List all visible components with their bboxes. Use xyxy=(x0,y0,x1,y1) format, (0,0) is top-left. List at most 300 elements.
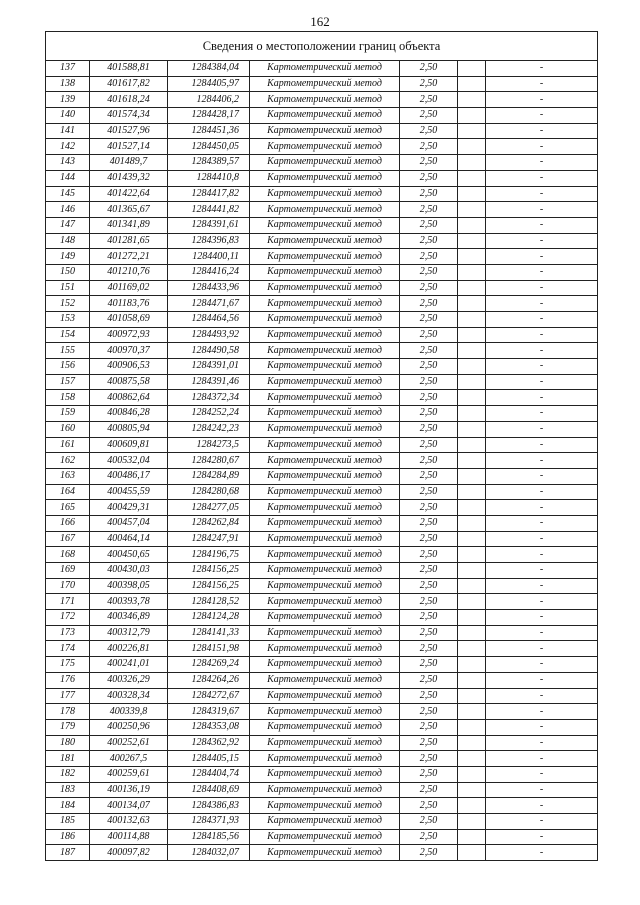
method-cell: Картометрический метод xyxy=(250,641,400,657)
accuracy-cell: 2,50 xyxy=(400,798,458,814)
table-row xyxy=(46,421,598,437)
description-cell xyxy=(458,123,486,139)
table-row xyxy=(46,547,598,563)
y-coordinate-cell: 1284441,82 xyxy=(168,202,250,218)
point-number-cell: 186 xyxy=(46,829,90,845)
description-cell xyxy=(458,798,486,814)
y-coordinate-cell: 1284408,69 xyxy=(168,782,250,798)
description-cell xyxy=(458,92,486,108)
description-cell xyxy=(458,170,486,186)
method-cell: Картометрический метод xyxy=(250,672,400,688)
note-cell: - xyxy=(486,359,598,375)
point-number-cell: 145 xyxy=(46,186,90,202)
point-number-cell: 162 xyxy=(46,453,90,469)
point-number-cell: 156 xyxy=(46,359,90,375)
table-row xyxy=(46,249,598,265)
table-row xyxy=(46,139,598,155)
table-row xyxy=(46,61,598,77)
y-coordinate-cell: 1284405,97 xyxy=(168,76,250,92)
method-cell: Картометрический метод xyxy=(250,751,400,767)
note-cell: - xyxy=(486,61,598,77)
note-cell: - xyxy=(486,688,598,704)
x-coordinate-cell: 400875,58 xyxy=(90,374,168,390)
description-cell xyxy=(458,406,486,422)
note-cell: - xyxy=(486,233,598,249)
x-coordinate-cell: 400457,04 xyxy=(90,515,168,531)
x-coordinate-cell: 401588,81 xyxy=(90,61,168,77)
point-number-cell: 179 xyxy=(46,719,90,735)
description-cell xyxy=(458,845,486,861)
x-coordinate-cell: 400259,61 xyxy=(90,766,168,782)
x-coordinate-cell: 400393,78 xyxy=(90,594,168,610)
description-cell xyxy=(458,437,486,453)
accuracy-cell: 2,50 xyxy=(400,92,458,108)
table-row xyxy=(46,782,598,798)
description-cell xyxy=(458,249,486,265)
x-coordinate-cell: 401058,69 xyxy=(90,312,168,328)
description-cell xyxy=(458,61,486,77)
description-cell xyxy=(458,782,486,798)
accuracy-cell: 2,50 xyxy=(400,249,458,265)
accuracy-cell: 2,50 xyxy=(400,704,458,720)
x-coordinate-cell: 400805,94 xyxy=(90,421,168,437)
y-coordinate-cell: 1284389,57 xyxy=(168,155,250,171)
point-number-cell: 177 xyxy=(46,688,90,704)
table-row xyxy=(46,233,598,249)
note-cell: - xyxy=(486,531,598,547)
point-number-cell: 137 xyxy=(46,61,90,77)
accuracy-cell: 2,50 xyxy=(400,688,458,704)
accuracy-cell: 2,50 xyxy=(400,484,458,500)
y-coordinate-cell: 1284151,98 xyxy=(168,641,250,657)
x-coordinate-cell: 400328,34 xyxy=(90,688,168,704)
accuracy-cell: 2,50 xyxy=(400,751,458,767)
point-number-cell: 184 xyxy=(46,798,90,814)
point-number-cell: 170 xyxy=(46,578,90,594)
description-cell xyxy=(458,719,486,735)
description-cell xyxy=(458,312,486,328)
description-cell xyxy=(458,657,486,673)
accuracy-cell: 2,50 xyxy=(400,531,458,547)
table-row xyxy=(46,186,598,202)
accuracy-cell: 2,50 xyxy=(400,547,458,563)
note-cell: - xyxy=(486,139,598,155)
method-cell: Картометрический метод xyxy=(250,233,400,249)
table-row xyxy=(46,719,598,735)
description-cell xyxy=(458,688,486,704)
y-coordinate-cell: 1284410,8 xyxy=(168,170,250,186)
method-cell: Картометрический метод xyxy=(250,704,400,720)
description-cell xyxy=(458,829,486,845)
description-cell xyxy=(458,343,486,359)
point-number-cell: 168 xyxy=(46,547,90,563)
point-number-cell: 172 xyxy=(46,610,90,626)
method-cell: Картометрический метод xyxy=(250,594,400,610)
accuracy-cell: 2,50 xyxy=(400,421,458,437)
accuracy-cell: 2,50 xyxy=(400,374,458,390)
table-row xyxy=(46,500,598,516)
x-coordinate-cell: 401365,67 xyxy=(90,202,168,218)
note-cell: - xyxy=(486,594,598,610)
point-number-cell: 158 xyxy=(46,390,90,406)
point-number-cell: 147 xyxy=(46,217,90,233)
description-cell xyxy=(458,139,486,155)
table-row xyxy=(46,406,598,422)
point-number-cell: 178 xyxy=(46,704,90,720)
note-cell: - xyxy=(486,751,598,767)
description-cell xyxy=(458,484,486,500)
y-coordinate-cell: 1284433,96 xyxy=(168,280,250,296)
point-number-cell: 163 xyxy=(46,468,90,484)
point-number-cell: 155 xyxy=(46,343,90,359)
accuracy-cell: 2,50 xyxy=(400,390,458,406)
note-cell: - xyxy=(486,484,598,500)
x-coordinate-cell: 400252,61 xyxy=(90,735,168,751)
table-row xyxy=(46,515,598,531)
description-cell xyxy=(458,625,486,641)
y-coordinate-cell: 1284156,25 xyxy=(168,578,250,594)
x-coordinate-cell: 400972,93 xyxy=(90,327,168,343)
table-row xyxy=(46,390,598,406)
y-coordinate-cell: 1284156,25 xyxy=(168,563,250,579)
y-coordinate-cell: 1284391,01 xyxy=(168,359,250,375)
method-cell: Картометрический метод xyxy=(250,343,400,359)
table-row xyxy=(46,845,598,861)
accuracy-cell: 2,50 xyxy=(400,280,458,296)
point-number-cell: 171 xyxy=(46,594,90,610)
description-cell xyxy=(458,672,486,688)
y-coordinate-cell: 1284471,67 xyxy=(168,296,250,312)
method-cell: Картометрический метод xyxy=(250,515,400,531)
x-coordinate-cell: 401574,34 xyxy=(90,108,168,124)
x-coordinate-cell: 401489,7 xyxy=(90,155,168,171)
accuracy-cell: 2,50 xyxy=(400,657,458,673)
y-coordinate-cell: 1284396,83 xyxy=(168,233,250,249)
note-cell: - xyxy=(486,406,598,422)
method-cell: Картометрический метод xyxy=(250,92,400,108)
table-row xyxy=(46,453,598,469)
description-cell xyxy=(458,578,486,594)
description-cell xyxy=(458,814,486,830)
x-coordinate-cell: 400226,81 xyxy=(90,641,168,657)
accuracy-cell: 2,50 xyxy=(400,563,458,579)
method-cell: Картометрический метод xyxy=(250,625,400,641)
note-cell: - xyxy=(486,657,598,673)
accuracy-cell: 2,50 xyxy=(400,453,458,469)
y-coordinate-cell: 1284428,17 xyxy=(168,108,250,124)
y-coordinate-cell: 1284404,74 xyxy=(168,766,250,782)
note-cell: - xyxy=(486,170,598,186)
y-coordinate-cell: 1284262,84 xyxy=(168,515,250,531)
note-cell: - xyxy=(486,500,598,516)
accuracy-cell: 2,50 xyxy=(400,312,458,328)
accuracy-cell: 2,50 xyxy=(400,155,458,171)
x-coordinate-cell: 400970,37 xyxy=(90,343,168,359)
accuracy-cell: 2,50 xyxy=(400,343,458,359)
point-number-cell: 148 xyxy=(46,233,90,249)
table-row xyxy=(46,735,598,751)
note-cell: - xyxy=(486,782,598,798)
accuracy-cell: 2,50 xyxy=(400,578,458,594)
table-row xyxy=(46,751,598,767)
note-cell: - xyxy=(486,202,598,218)
y-coordinate-cell: 1284372,34 xyxy=(168,390,250,406)
y-coordinate-cell: 1284269,24 xyxy=(168,657,250,673)
accuracy-cell: 2,50 xyxy=(400,170,458,186)
method-cell: Картометрический метод xyxy=(250,610,400,626)
x-coordinate-cell: 401617,82 xyxy=(90,76,168,92)
note-cell: - xyxy=(486,798,598,814)
method-cell: Картометрический метод xyxy=(250,312,400,328)
note-cell: - xyxy=(486,108,598,124)
note-cell: - xyxy=(486,766,598,782)
table-row xyxy=(46,217,598,233)
x-coordinate-cell: 400312,79 xyxy=(90,625,168,641)
method-cell: Картометрический метод xyxy=(250,766,400,782)
y-coordinate-cell: 1284264,26 xyxy=(168,672,250,688)
point-number-cell: 141 xyxy=(46,123,90,139)
note-cell: - xyxy=(486,437,598,453)
point-number-cell: 157 xyxy=(46,374,90,390)
accuracy-cell: 2,50 xyxy=(400,468,458,484)
note-cell: - xyxy=(486,672,598,688)
accuracy-cell: 2,50 xyxy=(400,641,458,657)
accuracy-cell: 2,50 xyxy=(400,327,458,343)
description-cell xyxy=(458,641,486,657)
method-cell: Картометрический метод xyxy=(250,657,400,673)
point-number-cell: 176 xyxy=(46,672,90,688)
note-cell: - xyxy=(486,845,598,861)
description-cell xyxy=(458,468,486,484)
table-row xyxy=(46,594,598,610)
note-cell: - xyxy=(486,123,598,139)
y-coordinate-cell: 1284247,91 xyxy=(168,531,250,547)
accuracy-cell: 2,50 xyxy=(400,139,458,155)
point-number-cell: 154 xyxy=(46,327,90,343)
table-row xyxy=(46,468,598,484)
x-coordinate-cell: 400114,88 xyxy=(90,829,168,845)
method-cell: Картометрический метод xyxy=(250,406,400,422)
x-coordinate-cell: 400846,28 xyxy=(90,406,168,422)
method-cell: Картометрический метод xyxy=(250,61,400,77)
boundary-coordinates-table xyxy=(45,31,598,861)
method-cell: Картометрический метод xyxy=(250,500,400,516)
y-coordinate-cell: 1284353,08 xyxy=(168,719,250,735)
method-cell: Картометрический метод xyxy=(250,123,400,139)
point-number-cell: 142 xyxy=(46,139,90,155)
point-number-cell: 174 xyxy=(46,641,90,657)
table-row xyxy=(46,610,598,626)
x-coordinate-cell: 400250,96 xyxy=(90,719,168,735)
x-coordinate-cell: 400486,17 xyxy=(90,468,168,484)
accuracy-cell: 2,50 xyxy=(400,735,458,751)
method-cell: Картометрический метод xyxy=(250,563,400,579)
description-cell xyxy=(458,766,486,782)
method-cell: Картометрический метод xyxy=(250,735,400,751)
point-number-cell: 169 xyxy=(46,563,90,579)
table-row xyxy=(46,280,598,296)
x-coordinate-cell: 400464,14 xyxy=(90,531,168,547)
method-cell: Картометрический метод xyxy=(250,76,400,92)
point-number-cell: 167 xyxy=(46,531,90,547)
y-coordinate-cell: 1284405,15 xyxy=(168,751,250,767)
accuracy-cell: 2,50 xyxy=(400,672,458,688)
x-coordinate-cell: 400429,31 xyxy=(90,500,168,516)
y-coordinate-cell: 1284196,75 xyxy=(168,547,250,563)
description-cell xyxy=(458,217,486,233)
note-cell: - xyxy=(486,280,598,296)
method-cell: Картометрический метод xyxy=(250,688,400,704)
accuracy-cell: 2,50 xyxy=(400,766,458,782)
y-coordinate-cell: 1284493,92 xyxy=(168,327,250,343)
point-number-cell: 143 xyxy=(46,155,90,171)
accuracy-cell: 2,50 xyxy=(400,594,458,610)
accuracy-cell: 2,50 xyxy=(400,625,458,641)
point-number-cell: 181 xyxy=(46,751,90,767)
method-cell: Картометрический метод xyxy=(250,421,400,437)
method-cell: Картометрический метод xyxy=(250,217,400,233)
note-cell: - xyxy=(486,343,598,359)
y-coordinate-cell: 1284450,05 xyxy=(168,139,250,155)
point-number-cell: 165 xyxy=(46,500,90,516)
method-cell: Картометрический метод xyxy=(250,547,400,563)
point-number-cell: 160 xyxy=(46,421,90,437)
description-cell xyxy=(458,155,486,171)
x-coordinate-cell: 400132,63 xyxy=(90,814,168,830)
point-number-cell: 151 xyxy=(46,280,90,296)
y-coordinate-cell: 1284371,93 xyxy=(168,814,250,830)
x-coordinate-cell: 401272,21 xyxy=(90,249,168,265)
method-cell: Картометрический метод xyxy=(250,578,400,594)
accuracy-cell: 2,50 xyxy=(400,719,458,735)
accuracy-cell: 2,50 xyxy=(400,782,458,798)
method-cell: Картометрический метод xyxy=(250,453,400,469)
table-row xyxy=(46,123,598,139)
method-cell: Картометрический метод xyxy=(250,155,400,171)
description-cell xyxy=(458,233,486,249)
point-number-cell: 140 xyxy=(46,108,90,124)
y-coordinate-cell: 1284185,56 xyxy=(168,829,250,845)
point-number-cell: 150 xyxy=(46,264,90,280)
point-number-cell: 138 xyxy=(46,76,90,92)
point-number-cell: 153 xyxy=(46,312,90,328)
note-cell: - xyxy=(486,327,598,343)
x-coordinate-cell: 400136,19 xyxy=(90,782,168,798)
method-cell: Картометрический метод xyxy=(250,782,400,798)
accuracy-cell: 2,50 xyxy=(400,406,458,422)
x-coordinate-cell: 401527,96 xyxy=(90,123,168,139)
x-coordinate-cell: 401422,64 xyxy=(90,186,168,202)
description-cell xyxy=(458,280,486,296)
table-row xyxy=(46,92,598,108)
x-coordinate-cell: 401341,89 xyxy=(90,217,168,233)
y-coordinate-cell: 1284128,52 xyxy=(168,594,250,610)
y-coordinate-cell: 1284141,33 xyxy=(168,625,250,641)
description-cell xyxy=(458,76,486,92)
table-row xyxy=(46,657,598,673)
accuracy-cell: 2,50 xyxy=(400,500,458,516)
point-number-cell: 164 xyxy=(46,484,90,500)
y-coordinate-cell: 1284400,11 xyxy=(168,249,250,265)
accuracy-cell: 2,50 xyxy=(400,76,458,92)
table-row xyxy=(46,484,598,500)
x-coordinate-cell: 401439,32 xyxy=(90,170,168,186)
x-coordinate-cell: 401183,76 xyxy=(90,296,168,312)
table-row xyxy=(46,327,598,343)
method-cell: Картометрический метод xyxy=(250,327,400,343)
accuracy-cell: 2,50 xyxy=(400,296,458,312)
table-row xyxy=(46,343,598,359)
note-cell: - xyxy=(486,641,598,657)
point-number-cell: 161 xyxy=(46,437,90,453)
method-cell: Картометрический метод xyxy=(250,296,400,312)
point-number-cell: 166 xyxy=(46,515,90,531)
note-cell: - xyxy=(486,814,598,830)
description-cell xyxy=(458,547,486,563)
table-row xyxy=(46,296,598,312)
note-cell: - xyxy=(486,625,598,641)
x-coordinate-cell: 400455,59 xyxy=(90,484,168,500)
method-cell: Картометрический метод xyxy=(250,374,400,390)
method-cell: Картометрический метод xyxy=(250,280,400,296)
accuracy-cell: 2,50 xyxy=(400,108,458,124)
accuracy-cell: 2,50 xyxy=(400,217,458,233)
note-cell: - xyxy=(486,92,598,108)
section-title-row xyxy=(46,32,598,61)
accuracy-cell: 2,50 xyxy=(400,123,458,139)
method-cell: Картометрический метод xyxy=(250,264,400,280)
point-number-cell: 173 xyxy=(46,625,90,641)
table-row xyxy=(46,437,598,453)
x-coordinate-cell: 401281,65 xyxy=(90,233,168,249)
y-coordinate-cell: 1284277,05 xyxy=(168,500,250,516)
accuracy-cell: 2,50 xyxy=(400,814,458,830)
description-cell xyxy=(458,704,486,720)
x-coordinate-cell: 400339,8 xyxy=(90,704,168,720)
table-row xyxy=(46,155,598,171)
accuracy-cell: 2,50 xyxy=(400,437,458,453)
x-coordinate-cell: 401527,14 xyxy=(90,139,168,155)
table-row xyxy=(46,578,598,594)
table-row xyxy=(46,359,598,375)
note-cell: - xyxy=(486,264,598,280)
table-row xyxy=(46,672,598,688)
description-cell xyxy=(458,515,486,531)
x-coordinate-cell: 400326,29 xyxy=(90,672,168,688)
table-row xyxy=(46,766,598,782)
y-coordinate-cell: 1284242,23 xyxy=(168,421,250,437)
y-coordinate-cell: 1284273,5 xyxy=(168,437,250,453)
y-coordinate-cell: 1284391,61 xyxy=(168,217,250,233)
y-coordinate-cell: 1284284,89 xyxy=(168,468,250,484)
note-cell: - xyxy=(486,704,598,720)
method-cell: Картометрический метод xyxy=(250,829,400,845)
note-cell: - xyxy=(486,296,598,312)
x-coordinate-cell: 400346,89 xyxy=(90,610,168,626)
description-cell xyxy=(458,264,486,280)
method-cell: Картометрический метод xyxy=(250,202,400,218)
x-coordinate-cell: 401618,24 xyxy=(90,92,168,108)
x-coordinate-cell: 400267,5 xyxy=(90,751,168,767)
y-coordinate-cell: 1284280,67 xyxy=(168,453,250,469)
description-cell xyxy=(458,751,486,767)
point-number-cell: 149 xyxy=(46,249,90,265)
y-coordinate-cell: 1284416,24 xyxy=(168,264,250,280)
y-coordinate-cell: 1284464,56 xyxy=(168,312,250,328)
point-number-cell: 139 xyxy=(46,92,90,108)
y-coordinate-cell: 1284124,28 xyxy=(168,610,250,626)
method-cell: Картометрический метод xyxy=(250,249,400,265)
